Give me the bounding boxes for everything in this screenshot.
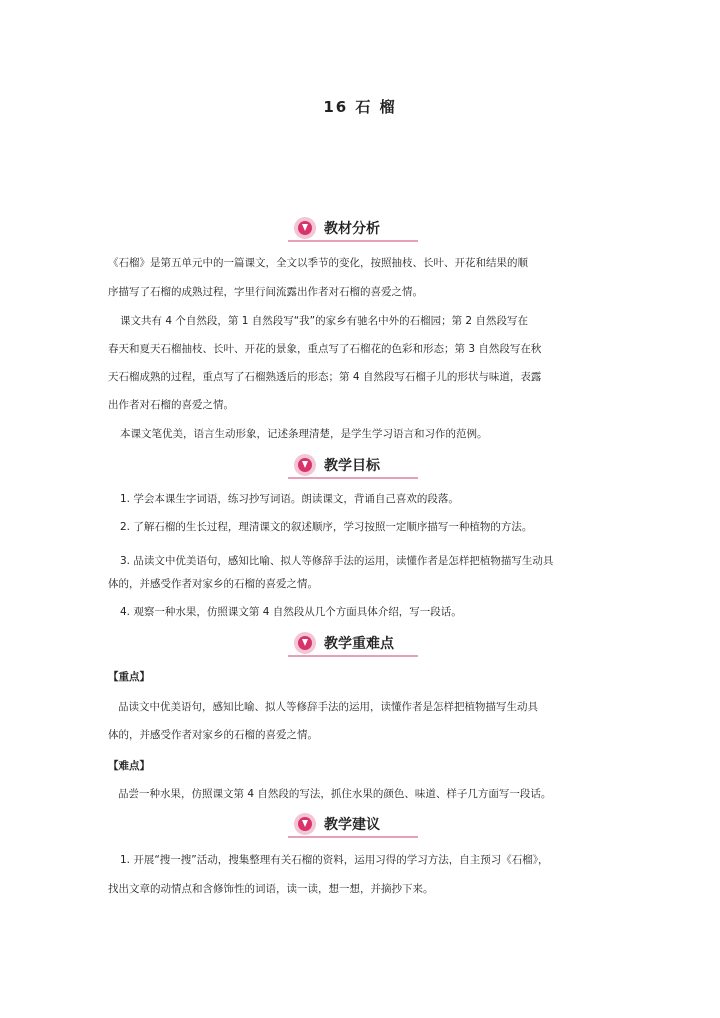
download-arrow-icon xyxy=(294,632,316,654)
analysis-line: 出作者对石榴的喜爱之情。 xyxy=(108,399,234,411)
download-arrow-icon xyxy=(294,217,316,239)
analysis-line: 序描写了石榴的成熟过程，字里行间流露出作者对石榴的喜爱之情。 xyxy=(108,286,423,298)
difficult-line: 品尝一种水果，仿照课文第 4 自然段的写法，抓住水果的颜色、味道、样子几方面写一段话。 xyxy=(118,788,552,800)
section-heading: 教学建议 xyxy=(324,817,380,833)
section-heading: 教学重难点 xyxy=(324,636,394,652)
goal-line: 3. 品读文中优美语句，感知比喻、拟人等修辞手法的运用，读懂作者是怎样把植物描写生动具 xyxy=(120,555,554,567)
difficult-label: 【难点】 xyxy=(108,760,150,772)
key-label: 【重点】 xyxy=(108,671,150,683)
section-banner-keypoints xyxy=(288,631,418,657)
download-arrow-icon xyxy=(294,813,316,835)
goal-line: 体的，并感受作者对家乡的石榴的喜爱之情。 xyxy=(108,578,318,590)
goal-line: 2. 了解石榴的生长过程，理清课文的叙述顺序，学习按照一定顺序描写一种植物的方法。 xyxy=(120,521,533,533)
goal-line: 1. 学会本课生字词语，练习抄写词语。朗读课文，背诵自己喜欢的段落。 xyxy=(120,493,459,505)
divider xyxy=(288,240,418,242)
section-heading: 教学目标 xyxy=(324,458,380,474)
suggestion-line: 找出文章的动情点和含修饰性的词语，读一读，想一想，并摘抄下来。 xyxy=(108,883,434,895)
analysis-line: 本课文笔优美，语言生动形象，记述条理清楚，是学生学习语言和习作的范例。 xyxy=(120,428,488,440)
key-line: 品读文中优美语句，感知比喻、拟人等修辞手法的运用，读懂作者是怎样把植物描写生动具 xyxy=(118,701,538,713)
key-line: 体的，并感受作者对家乡的石榴的喜爱之情。 xyxy=(108,729,318,741)
analysis-line: 课文共有 4 个自然段，第 1 自然段写“我”的家乡有驰名中外的石榴园；第 2 自然段写在 xyxy=(120,315,528,327)
analysis-line: 《石榴》是第五单元中的一篇课文，全文以季节的变化，按照抽枝、长叶、开花和结果的顺 xyxy=(108,257,528,269)
section-banner-suggestions xyxy=(288,812,418,838)
divider xyxy=(288,477,418,479)
download-arrow-icon xyxy=(294,454,316,476)
suggestion-line: 1. 开展“搜一搜”活动，搜集整理有关石榴的资料，运用习得的学习方法，自主预习《石榴》， xyxy=(120,854,549,866)
section-banner-analysis xyxy=(288,216,418,242)
analysis-line: 春天和夏天石榴抽枝、长叶、开花的景象，重点写了石榴花的色彩和形态；第 3 自然段写在秋 xyxy=(108,343,542,355)
divider xyxy=(288,836,418,838)
lesson-title: 16 石 榴 xyxy=(323,98,397,116)
section-banner-goals xyxy=(288,453,418,479)
section-heading: 教材分析 xyxy=(324,221,380,237)
divider xyxy=(288,655,418,657)
goal-line: 4. 观察一种水果，仿照课文第 4 自然段从几个方面具体介绍，写一段话。 xyxy=(120,606,462,618)
analysis-line: 天石榴成熟的过程，重点写了石榴熟透后的形态；第 4 自然段写石榴子儿的形状与味道，表露 xyxy=(108,371,542,383)
